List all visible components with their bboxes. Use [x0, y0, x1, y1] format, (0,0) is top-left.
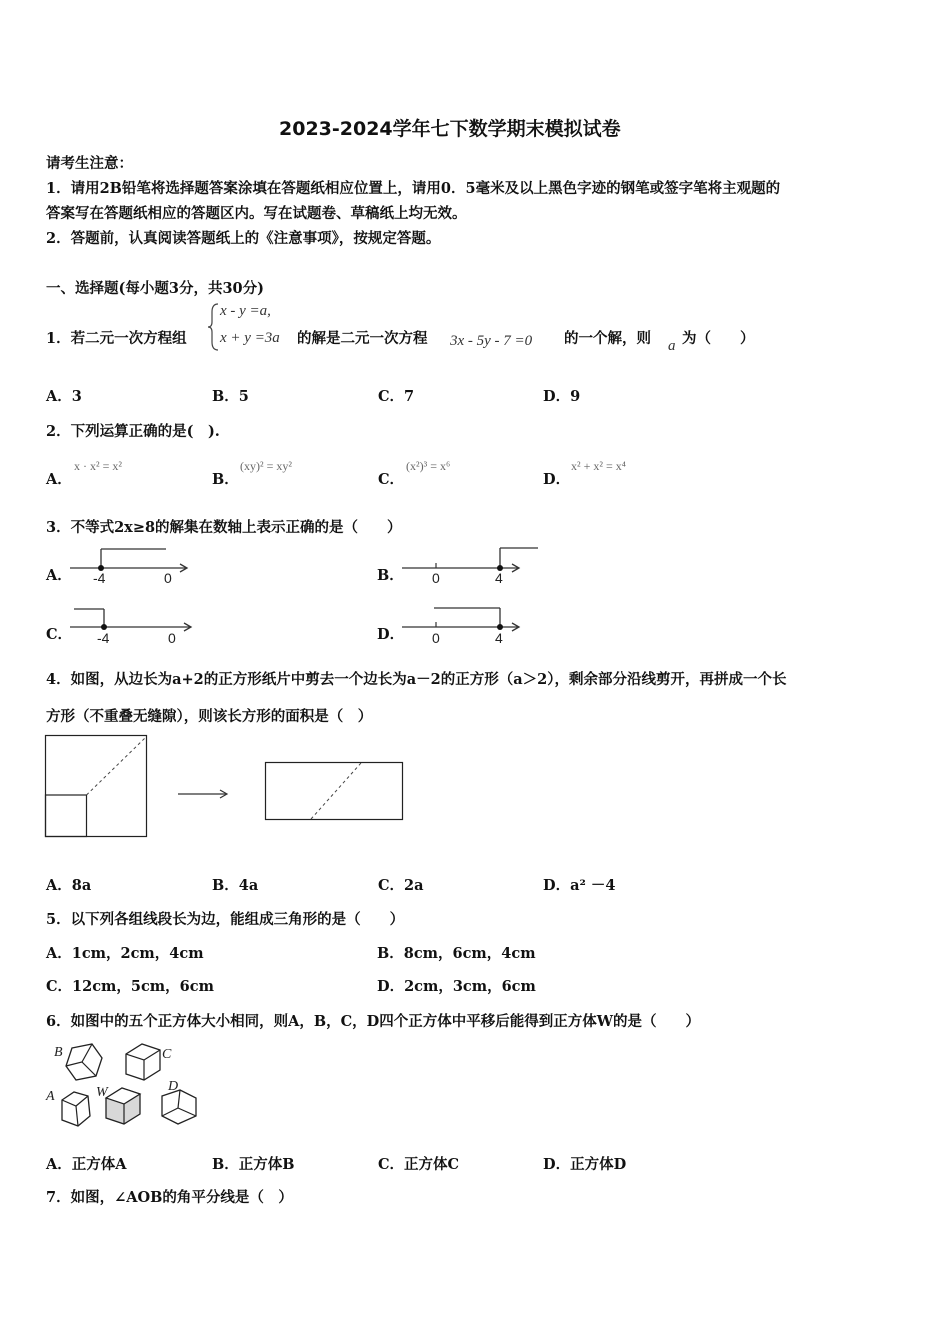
q4-rectangle-figure — [265, 762, 405, 822]
q1-option-d: D．9 — [543, 388, 581, 405]
q2-option-c-expression: (x²)³ = x⁶ — [406, 459, 451, 473]
page-title: 2023-2024学年七下数学期末模拟试卷 — [279, 118, 621, 140]
q3-d-tick-1: 0 — [432, 630, 440, 646]
q3-option-c-number-line — [70, 603, 200, 648]
q3-stem: 3．不等式2x≥8的解集在数轴上表示正确的是（ ） — [46, 519, 402, 536]
q6-option-b: B．正方体B — [212, 1156, 295, 1173]
cube-a — [45, 1089, 90, 1126]
q1-suffix-text: 的一个解，则 — [564, 330, 651, 347]
cube-label-a: A — [46, 1089, 55, 1104]
q1-variable-a: a — [668, 338, 676, 354]
q4-square-figure — [45, 735, 149, 839]
q1-equation-1: x - y =a, — [220, 303, 271, 319]
q3-a-tick-2: 0 — [164, 570, 172, 586]
cube-label-b: B — [54, 1045, 63, 1060]
q3-option-d-number-line — [402, 603, 532, 648]
q2-option-d-expression: x² + x² = x⁴ — [571, 459, 626, 473]
q5-option-c: C．12cm，5cm，6cm — [46, 978, 214, 995]
q1-brace — [208, 302, 220, 352]
notice-line-1b: 答案写在答题纸相应的答题区内。写在试题卷、草稿纸上均无效。 — [46, 205, 467, 222]
q3-option-d-letter: D． — [377, 626, 405, 643]
cube-label-c: C — [162, 1047, 172, 1062]
q3-option-b-letter: B． — [377, 567, 404, 584]
q3-c-tick-1: -4 — [97, 630, 110, 646]
q2-stem: 2．下列运算正确的是( ). — [46, 423, 220, 440]
q5-option-b: B．8cm，6cm，4cm — [377, 945, 536, 962]
q3-option-a-number-line — [70, 545, 200, 590]
q1-equation-3: 3x - 5y - 7 =0 — [450, 333, 533, 349]
cube-label-w: W — [96, 1085, 108, 1100]
notice-heading: 请考生注意： — [46, 155, 133, 172]
q6-stem: 6．如图中的五个正方体大小相同，则A，B，C，D四个正方体中平移后能得到正方体W的是（ ） — [46, 1013, 700, 1030]
q6-option-d: D．正方体D — [543, 1156, 627, 1173]
q2-option-d-letter: D． — [543, 471, 571, 488]
q2-option-a-expression: x · x² = x² — [74, 459, 122, 473]
cube-b — [54, 1044, 102, 1080]
q3-option-c-letter: C． — [46, 626, 73, 643]
q4-stem-line-1: 4．如图，从边长为a+2的正方形纸片中剪去一个边长为a－2的正方形（a＞2），剩余部分沿线剪开，再拼成一个长 — [46, 671, 787, 688]
cube-d — [162, 1079, 196, 1124]
q6-option-a: A．正方体A — [46, 1156, 127, 1173]
q2-option-a-letter: A． — [46, 471, 72, 488]
q4-option-b: B．4a — [212, 877, 259, 894]
q3-option-a-letter: A． — [46, 567, 72, 584]
cube-w — [96, 1085, 140, 1124]
q5-option-d: D．2cm，3cm，6cm — [377, 978, 536, 995]
q1-prefix: 1．若二元一次方程组 — [46, 330, 187, 347]
q3-a-tick-1: -4 — [93, 570, 106, 586]
q1-middle-text: 的解是二元一次方程 — [297, 330, 428, 347]
arrow-icon — [178, 788, 230, 800]
q1-option-c: C．7 — [378, 388, 415, 405]
cube-c — [126, 1044, 172, 1080]
q4-option-a: A．8a — [46, 877, 92, 894]
q2-option-c-letter: C． — [378, 471, 405, 488]
cube-label-d: D — [168, 1079, 179, 1094]
q1-end-text: 为（ ） — [682, 330, 755, 347]
section-choice-heading: 一、选择题(每小题3分，共30分) — [46, 280, 264, 297]
q3-d-tick-2: 4 — [495, 630, 503, 646]
notice-line-2: 2．答题前，认真阅读答题纸上的《注意事项》，按规定答题。 — [46, 230, 441, 247]
q5-option-a: A．1cm，2cm，4cm — [46, 945, 204, 962]
q2-option-b-expression: (xy)² = xy² — [240, 459, 292, 473]
q6-option-c: C．正方体C — [378, 1156, 460, 1173]
q2-option-b-letter: B． — [212, 471, 239, 488]
q6-cubes-figure — [44, 1040, 204, 1132]
q5-stem: 5．以下列各组线段长为边，能组成三角形的是（ ） — [46, 911, 405, 928]
q4-option-c: C．2a — [378, 877, 424, 894]
q3-b-tick-2: 4 — [495, 570, 503, 586]
q3-option-b-number-line — [402, 545, 542, 590]
q4-stem-line-2: 方形（不重叠无缝隙），则该长方形的面积是（ ） — [46, 708, 373, 725]
q1-option-b: B．5 — [212, 388, 249, 405]
q3-c-tick-2: 0 — [168, 630, 176, 646]
notice-line-1a: 1．请用2B铅笔将选择题答案涂填在答题纸相应位置上，请用0．5毫米及以上黑色字迹的钢笔或签字笔将主观题的 — [46, 180, 781, 197]
q1-option-a: A．3 — [46, 388, 82, 405]
q7-stem: 7．如图，∠AOB的角平分线是（ ） — [46, 1189, 293, 1206]
q1-equation-2: x + y =3a — [220, 330, 280, 346]
q3-b-tick-1: 0 — [432, 570, 440, 586]
q4-option-d: D．a² －4 — [543, 877, 616, 894]
